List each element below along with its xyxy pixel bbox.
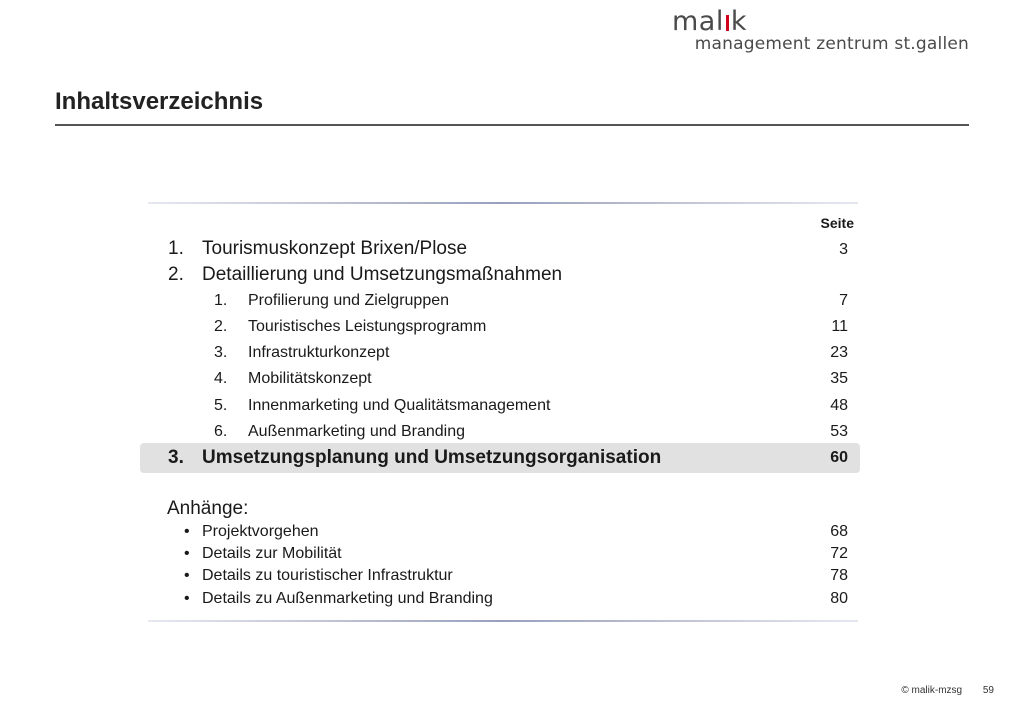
toc-item-number: 1. [168,238,184,259]
logo-mark-left: mal [672,6,724,37]
bullet: • [184,523,190,540]
toc-item-3-highlighted [140,443,860,473]
toc-subitem-number: 2. [214,318,228,335]
toc-subitem-label: Innenmarketing und Qualitätsmanagement [248,397,551,414]
page-title: Inhaltsverzeichnis [55,88,264,115]
logo-mark [672,8,747,36]
toc-item-label: Umsetzungsplanung und Umsetzungsorganisation [202,447,662,468]
toc-subitem-2-4 [140,368,860,394]
annex-item [140,523,860,545]
malik-logo [672,6,969,54]
logo-subtitle: management zentrum st.gallen [694,34,969,54]
toc-subitem-number: 5. [214,397,228,414]
logo-mark-right: k [730,6,747,37]
toc-subitem-2-5 [140,395,860,421]
toc-subitem-label: Infrastrukturkonzept [248,344,390,361]
annex-item-page: 80 [830,590,848,607]
toc-item-number: 3. [168,447,184,468]
toc-subitem-2-3 [140,342,860,368]
toc-item-number: 2. [168,264,184,285]
logo-accent-bar [726,15,729,31]
toc-subitem-page: 7 [839,292,848,309]
toc-subitem-number: 4. [214,370,228,387]
toc-subitem-number: 6. [214,423,228,440]
annex-item-page: 72 [830,545,848,562]
annex-heading: Anhänge: [167,498,249,519]
toc-subitem-number: 1. [214,292,228,309]
toc-subitem-page: 53 [830,423,848,440]
annex-item-label: Details zu Außenmarketing und Branding [202,590,493,607]
copyright: © malik-mzsg [901,685,963,696]
toc-subitem-label: Touristisches Leistungsprogramm [248,318,487,335]
toc-subitem-page: 35 [830,370,848,387]
toc-top-divider [148,202,858,204]
toc-item-2 [140,264,860,290]
toc-subitem-page: 48 [830,397,848,414]
toc-item-page: 3 [839,241,848,258]
annex-item [140,590,860,612]
toc-subitem-page: 23 [830,344,848,361]
toc-subitem-page: 11 [831,318,848,335]
toc-item-label: Tourismuskonzept Brixen/Plose [202,238,468,259]
annex-item-label: Details zu touristischer Infrastruktur [202,567,453,584]
bullet: • [184,590,190,607]
page-column-header: Seite [820,215,854,231]
annex-item-page: 78 [830,567,848,584]
toc-subitem-label: Mobilitätskonzept [248,370,372,387]
annex-item [140,567,860,589]
toc-subitem-label: Profilierung und Zielgruppen [248,292,450,309]
toc-item-page: 60 [830,449,848,466]
annex-item [140,545,860,567]
toc-subitem-2-2 [140,316,860,342]
toc-item-1 [140,238,860,264]
toc-subitem-2-1 [140,290,860,316]
bullet: • [184,567,190,584]
annex-item-label: Projektvorgehen [202,523,319,540]
toc-subitem-number: 3. [214,344,228,361]
annex-item-label: Details zur Mobilität [202,545,342,562]
annex-item-page: 68 [830,523,848,540]
toc-subitem-label: Außenmarketing und Branding [248,423,466,440]
page-number: 59 [982,685,994,696]
footer [901,685,994,696]
title-divider [55,124,969,126]
toc-bottom-divider [148,620,858,622]
toc-item-label: Detaillierung und Umsetzungsmaßnahmen [202,264,563,285]
bullet: • [184,545,190,562]
